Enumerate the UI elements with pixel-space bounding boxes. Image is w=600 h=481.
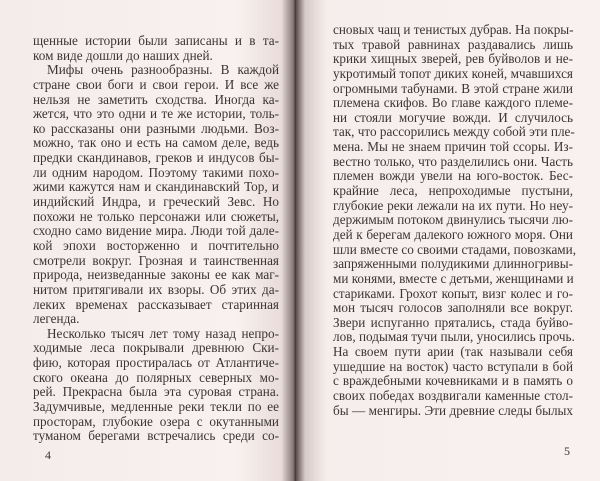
text-line: предки скандинавов, греков и индусов бы-	[33, 150, 279, 166]
text-line: мон тысяч голосов заполняли все вокруг.	[333, 300, 573, 316]
text-line: легенда.	[33, 311, 80, 327]
right-page-text	[333, 22, 577, 418]
text-line: шли вместе со своими стадами, повозками,	[333, 241, 577, 257]
text-line: сновых чащ и тенистых дубрав. На покры-	[333, 22, 574, 37]
text-line: ко рассказаны они разными людьми. Воз-	[33, 120, 279, 136]
page-number: 5	[564, 444, 570, 458]
text-line: огромными табунами. В этой стране жили	[333, 80, 573, 96]
text-line: сходно само видение мира. Люди той дале-	[33, 223, 279, 239]
text-line: мена. Мы не знаем причин той ссоры. Из-	[333, 139, 573, 155]
text-line: просторам, глубокие озера с окутанными	[33, 413, 279, 429]
text-line: племен вожди увели на юго-восток. Бес-	[333, 168, 573, 184]
text-line: смотрели вокруг. Грозная и таинственная	[33, 252, 279, 268]
text-line: ушедшие на восток) часто вступали в бой	[333, 358, 573, 374]
text-line: жими кажутся нам и скандинавский Тор, и	[33, 179, 279, 195]
text-line: жется, что это одни и те же истории, толь-	[33, 106, 279, 122]
text-line: леких временах рассказывает старинная	[33, 296, 279, 312]
text-line: Мифы очень разнообразны. В каждой	[47, 62, 279, 78]
text-line: щенные истории были записаны и в та-	[33, 33, 279, 48]
text-line: ходимые леса покрывали древнюю Ски-	[33, 340, 279, 356]
text-line: ком виде дошли до наших дней.	[33, 47, 213, 63]
text-line: вестно только, что разделились они. Часть	[333, 153, 573, 169]
text-line: с враждебными кочевниками и в память о	[333, 373, 573, 389]
text-line: укротимый топот диких коней, мчавшихся	[333, 65, 573, 81]
text-line: крайние леса, непроходимые пустыни,	[333, 183, 573, 199]
text-line: тых травой равнинах раздавались лишь	[333, 36, 573, 52]
text-line: бы — менгиры. Эти древние следы былых	[333, 402, 573, 418]
text-line: своих победах воздвигали каменные стол-	[333, 388, 573, 404]
text-line: держимым потоком двинулись тысячи лю-	[333, 212, 573, 228]
text-line: фию, которая простиралась от Атлантиче-	[33, 355, 279, 371]
text-line: племена скифов. Во главе каждого племе-	[333, 95, 573, 111]
left-page	[0, 0, 296, 481]
text-line: запряженными полудикими длинногривы-	[333, 256, 573, 272]
text-line: так, что рассорились между собой эти пле-	[333, 124, 575, 140]
text-line: природа, неизведанные законы ее как маг-	[33, 267, 279, 283]
left-page-text	[33, 34, 279, 444]
text-line: похожи не только персонажи или сюжеты,	[33, 208, 279, 224]
text-line: ли одним народом. Поэтому такими похо-	[33, 164, 279, 180]
text-line: глубокие реки лежали на их пути. Но неу-	[333, 197, 573, 213]
text-line: Звери испуганно прятались, стада буйво-	[333, 314, 573, 330]
text-line: рей. Прекрасна была эта суровая страна.	[33, 384, 279, 400]
text-line: можно, так оно и есть на самом деле, ведь	[33, 135, 279, 151]
text-line: ни стояли могучие вожди. И случилось	[333, 109, 573, 125]
text-line: нельзя не заметить сходства. Иногда ка-	[33, 91, 279, 107]
text-line: туманом берегами встречались среди со-	[33, 428, 279, 444]
page-number: 4	[45, 448, 51, 462]
text-line: На своем пути арии (так называли себя	[333, 344, 573, 360]
text-line: дей к берегам далекого южного моря. Они	[333, 226, 573, 242]
text-line: нитом притягивали их взоры. Об этих да-	[33, 281, 279, 297]
text-line: Несколько тысяч лет тому назад непро-	[47, 325, 279, 341]
text-line: крики хищных зверей, рев буйволов и не-	[333, 51, 573, 67]
text-line: ского океана до полярных северных мо-	[33, 369, 279, 385]
text-line: стране свои боги и свои герои. И все же	[33, 76, 279, 92]
text-line: стариками. Грохот копыт, визг колес и го-	[333, 285, 573, 301]
text-line: лов, подымая тучи пыли, уносились прочь.	[333, 329, 575, 345]
text-line: индийский Индра, и греческий Зевс. Но	[33, 194, 279, 210]
text-line: Задумчивые, медленные реки текли по ее	[33, 399, 279, 415]
right-page	[296, 0, 600, 481]
text-line: кой эпохи восторженно и почтительно	[33, 237, 279, 253]
text-line: ми конями, вместе с детьми, женщинами и	[333, 270, 574, 286]
